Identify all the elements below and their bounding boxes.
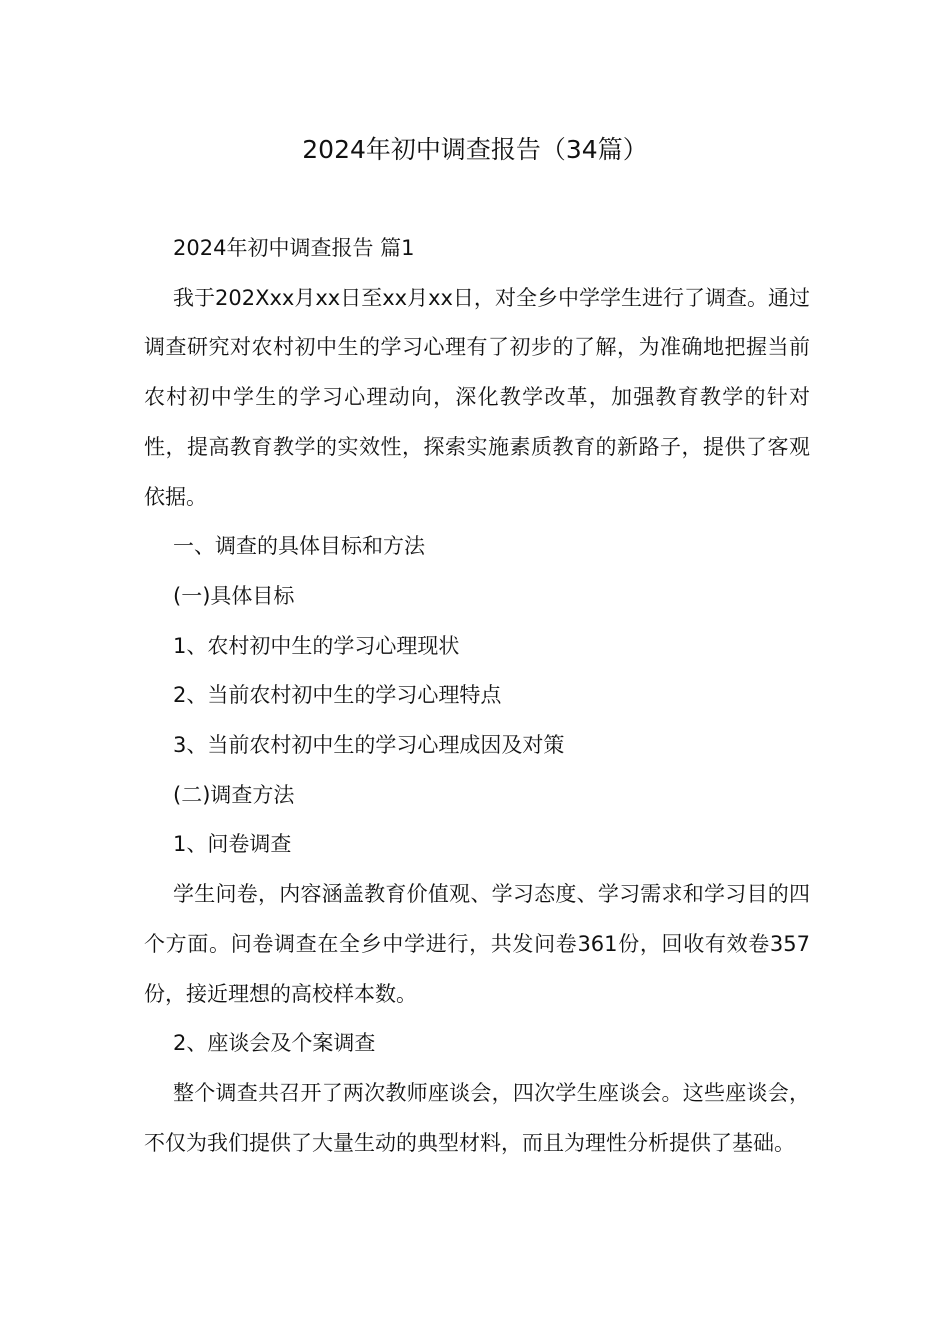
body-paragraph: 我于202Xxx月xx日至xx月xx日，对全乡中学学生进行了调查。通过调查研究对农村初中生的学习心理有了初步的了解，为准确地把握当前农村初中学生的学习心理动向，深化教学改革，加强教育教学的针对性，提高教育教学的实效性，探索实施素质教育的新路子，提供了客观依据。 bbox=[144, 285, 810, 509]
body-paragraph: 整个调查共召开了两次教师座谈会，四次学生座谈会。这些座谈会，不仅为我们提供了大量生动的典型材料，而且为理性分析提供了基础。 bbox=[144, 1080, 810, 1155]
section-heading: 一、调查的具体目标和方法 bbox=[173, 534, 425, 559]
list-item: 1、问卷调查 bbox=[173, 832, 292, 857]
section-heading: 2024年初中调查报告 篇1 bbox=[173, 236, 415, 260]
list-item: 1、农村初中生的学习心理现状 bbox=[173, 633, 460, 658]
document-body bbox=[144, 224, 810, 1168]
subsection-heading: (一)具体目标 bbox=[173, 583, 295, 608]
subsection-heading: (二)调查方法 bbox=[173, 782, 295, 807]
list-item: 3、当前农村初中生的学习心理成因及对策 bbox=[173, 733, 565, 758]
list-item: 2、座谈会及个案调查 bbox=[173, 1031, 376, 1056]
document-title: 2024年初中调查报告（34篇） bbox=[302, 135, 648, 164]
body-paragraph: 学生问卷，内容涵盖教育价值观、学习态度、学习需求和学习目的四个方面。问卷调查在全乡中学进行，共发问卷361份，回收有效卷357份，接近理想的高校样本数。 bbox=[144, 882, 810, 1006]
list-item: 2、当前农村初中生的学习心理特点 bbox=[173, 683, 502, 708]
